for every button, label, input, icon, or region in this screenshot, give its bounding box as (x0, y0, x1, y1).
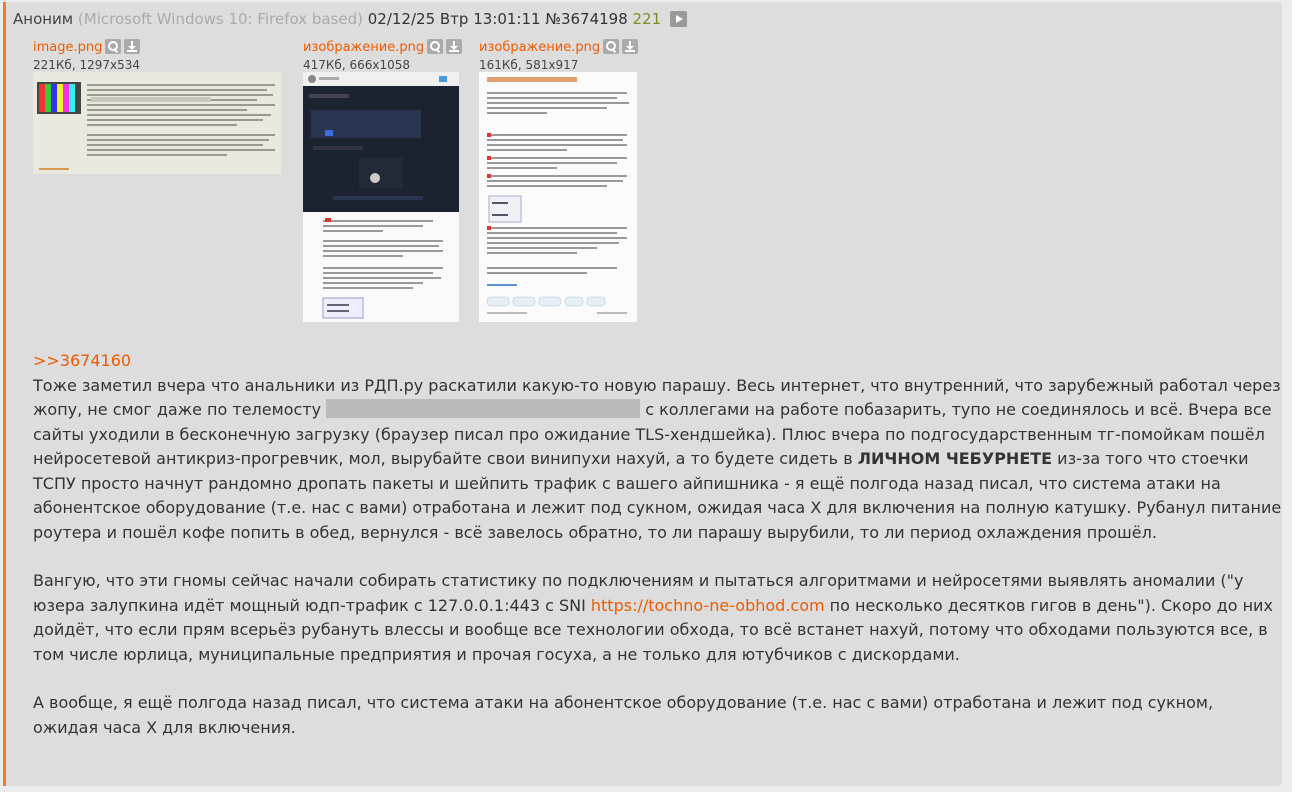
file-1 (33, 36, 140, 72)
paragraph-3: А вообще, я ещё полгода назад писал, что система атаки на абонентское оборудование (т.е. нас с вами) отработана и лежит под сукном, ожидая часа Х для включения. (33, 693, 1214, 737)
file-meta: 161Кб, 581x917 (479, 58, 579, 72)
download-icon[interactable] (622, 39, 638, 54)
post-datetime: 02/12/25 Втр 13:01:11 (367, 10, 541, 28)
paragraph-1-part-c: из-за того что стоечки ТСПУ просто начнут рандомно дропать пакеты и шейпить трафик с вашего айпишника - я ещё полгода назад писал, что система атаки на абонентское оборудование (т.е. нас с вами) отработана и лежит под сукном, ожидая часа Х для включения на полную катушку. Рубанул питание роутера и пошёл кофе попить в обед, вернулся - всё завелось обратно, то ли парашу вырубили, то ли период охлаждения прошёл. (33, 449, 1282, 542)
post-body (33, 349, 1283, 740)
spoiler[interactable] (326, 399, 640, 418)
reply-count[interactable]: 221 (632, 10, 662, 28)
download-icon[interactable] (124, 39, 140, 54)
thumbnail-2[interactable] (303, 72, 459, 322)
search-icon[interactable] (427, 39, 443, 54)
thumbnail-1[interactable] (33, 72, 281, 174)
paragraph-2-part-b: по несколько десятков гигов в день"). Скоро до них дойдёт, что если прям всерьёз рубануть влессы и вообще все технологии обхода, то всё встанет нахуй, потому что обходами пользуются все, в том числе юрлица, муниципальные предприятия и прочая госуха, а не только для ютубчиков с дискордами. (33, 595, 1273, 664)
search-icon[interactable] (105, 39, 121, 54)
file-name[interactable]: изображение.png (479, 40, 601, 55)
file-name[interactable]: изображение.png (303, 40, 425, 55)
file-3 (479, 36, 638, 72)
post-header (13, 10, 687, 28)
search-icon[interactable] (603, 39, 619, 54)
poster-os: (Microsoft Windows 10: Firefox based) (77, 10, 363, 28)
thumbnail-3[interactable] (479, 72, 637, 322)
paragraph-1-part-b: с коллегами на работе побазарить, тупо не соединялось и всё. Вчера все сайты уходили в бесконечную загрузку (браузер писал про ожидание TLS-хендшейка). Плюс вчера по подгосударственным тг-помойкам пошёл нейросетевой антикриз-прогревчик, мол, вырубайте свои винипухи нахуй, а то будете сидеть в (33, 400, 1272, 468)
external-link[interactable]: https://tochno-ne-obhod.com (590, 595, 825, 615)
paragraph-1-part-a: Тоже заметил вчера что анальники из РДП.ру раскатили какую-то новую парашу. Весь интернет, что внутренний, что зарубежный работал через жопу, не смог даже по телемосту (33, 375, 1281, 419)
post (3, 2, 1282, 786)
file-meta: 417Кб, 666x1058 (303, 58, 410, 72)
download-icon[interactable] (446, 39, 462, 54)
file-name[interactable]: image.png (33, 40, 103, 55)
poster-name: Аноним (13, 10, 74, 28)
reply-link[interactable]: >>3674160 (33, 351, 132, 370)
bold-text: ЛИЧНОМ ЧЕБУРНЕТЕ (857, 449, 1053, 468)
paragraph-2-part-a: Вангую, что эти гномы сейчас начали собирать статистику по подключениям и пытаться алгоритмами и нейросетями выявлять аномалии ("у юзера залупкина идёт мощный юдп-трафик с 127.0.0.1:443 с SNI (33, 571, 1244, 615)
file-2 (303, 36, 462, 72)
file-meta: 221Кб, 1297x534 (33, 58, 140, 72)
play-icon[interactable] (670, 11, 687, 27)
post-number[interactable]: №3674198 (545, 10, 628, 28)
